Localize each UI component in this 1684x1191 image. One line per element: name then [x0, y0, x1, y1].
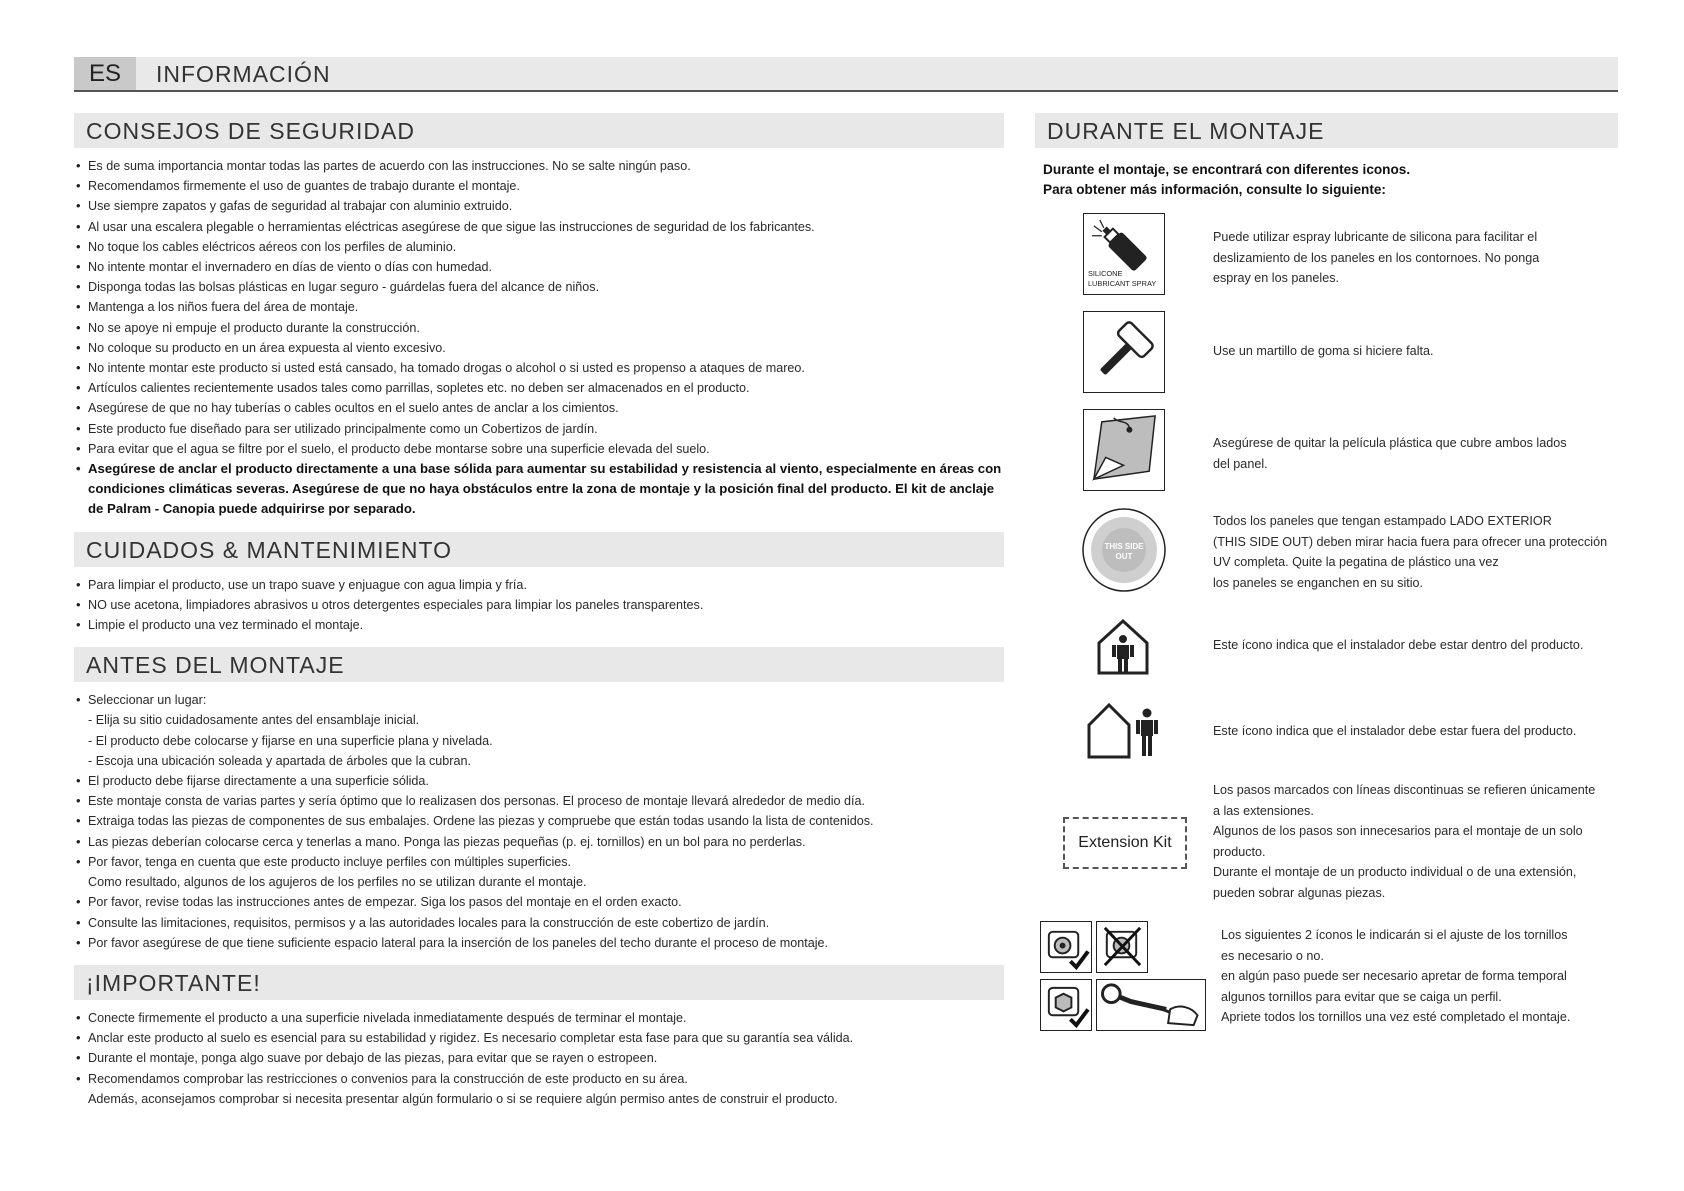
desc-line: UV completa. Quite la pegatina de plástico una vez: [1213, 555, 1499, 569]
list-item: • Asegúrese de que no hay tuberías o cables ocultos en el suelo antes de anclar a los cimientos.: [74, 398, 1004, 418]
desc-line: Durante el montaje de un producto individual o de una extensión,: [1213, 865, 1577, 879]
intro-line: Durante el montaje, se encontrará con diferentes iconos.: [1043, 162, 1411, 177]
desc-line: Los siguientes 2 íconos le indicarán si el ajuste de los tornillos: [1221, 928, 1568, 942]
desc-line: espray en los paneles.: [1213, 271, 1340, 285]
list-item: • No intente montar el invernadero en días de viento o días con humedad.: [74, 257, 1004, 277]
list-item: • El producto debe fijarse directamente a una superficie sólida.: [74, 771, 1004, 791]
list-item: • No se apoye ni empuje el producto durante la construcción.: [74, 318, 1004, 338]
list-item: • Recomendamos comprobar las restricciones o convenios para la construcción de este producto en su área.: [74, 1069, 1004, 1089]
list-item: • Recomendamos firmemente el uso de guantes de trabajo durante el montaje.: [74, 176, 1004, 196]
select-title: Seleccionar un lugar:: [88, 693, 207, 708]
during-intro: [1043, 160, 1618, 200]
sticker-description: [1213, 511, 1618, 593]
list-item: • Use siempre zapatos y gafas de seguridad al trabajar con aluminio extruido.: [74, 196, 1004, 216]
screw-tighten-check-icon: [1040, 921, 1092, 973]
sticker-label: THIS SIDE: [1104, 542, 1144, 551]
desc-line: Este ícono indica que el instalador debe estar fuera del producto.: [1213, 724, 1577, 738]
desc-line: Puede utilizar espray lubricante de silicona para facilitar el: [1213, 230, 1538, 244]
before-heading: ANTES DEL MONTAJE: [74, 647, 1004, 682]
list-item: • Limpie el producto una vez terminado el montaje.: [74, 615, 1004, 635]
desc-line: Asegúrese de quitar la película plástica que cubre ambos lados: [1213, 436, 1567, 450]
list-item: • Extraiga todas las piezas de componentes de sus embalajes. Ordene las piezas y compruebe que están todas usando la lista de contenidos.: [74, 811, 1004, 831]
plastic-film-icon: [1083, 409, 1165, 491]
list-item: • No coloque su producto en un área expuesta al viento excesivo.: [74, 338, 1004, 358]
language-code: ES: [74, 57, 136, 90]
left-column: [74, 113, 1004, 1115]
desc-line: Los pasos marcados con líneas discontinuas se refieren únicamente: [1213, 783, 1596, 797]
desc-line: Use un martillo de goma si hiciere falta.: [1213, 344, 1434, 358]
sticker-label: OUT: [1115, 552, 1133, 561]
right-column: [1035, 113, 1618, 1024]
rubber-hammer-icon: [1083, 311, 1165, 393]
extension-description: [1213, 780, 1618, 903]
important-list: [74, 1008, 1004, 1109]
sub-item: - El producto debe colocarse y fijarse en una superficie plana y nivelada.: [88, 733, 493, 748]
list-item: • Durante el montaje, ponga algo suave por debajo de las piezas, para evitar que se rayen o estropeen.: [74, 1048, 1004, 1068]
list-item: • Mantenga a los niños fuera del área de montaje.: [74, 297, 1004, 317]
wrench-icon: [1096, 979, 1206, 1031]
page-title: INFORMACIÓN: [156, 61, 331, 87]
outside-description: [1213, 721, 1618, 742]
list-note: Como resultado, algunos de los agujeros de los perfiles no se utilizan durante el montaje.: [88, 875, 587, 890]
safety-heading: CONSEJOS DE SEGURIDAD: [74, 113, 1004, 148]
installer-outside-icon: [1085, 701, 1165, 761]
during-heading: DURANTE EL MONTAJE: [1035, 113, 1618, 148]
list-note: Además, aconsejamos comprobar si necesita presentar algún formulario o si se requiere algún permiso antes de construir el producto.: [88, 1091, 838, 1106]
list-item: • Consulte las limitaciones, requisitos, permisos y a las autoridades locales para la construcción de este cobertizo de jardín.: [74, 913, 1004, 933]
list-item: • No toque los cables eléctricos aéreos con los perfiles de aluminio.: [74, 237, 1004, 257]
sub-item: - Escoja una ubicación soleada y apartada de árboles que la cubran.: [88, 753, 471, 768]
desc-line: a las extensiones.: [1213, 803, 1314, 818]
list-item: • Artículos calientes recientemente usados tales como parrillas, sopletes etc. no deben ser almacenados en el producto.: [74, 378, 1004, 398]
screw-description: [1221, 925, 1626, 1028]
desc-line: producto.: [1213, 844, 1266, 859]
silicone-description: [1213, 227, 1618, 289]
silicone-label: SILICONE: [1087, 269, 1123, 279]
list-item: • Por favor, revise todas las instrucciones antes de empezar. Siga los pasos del montaje en el orden exacto.: [74, 892, 1004, 912]
desc-line: Este ícono indica que el instalador debe estar dentro del producto.: [1213, 638, 1584, 652]
inside-description: [1213, 635, 1618, 656]
care-heading: CUIDADOS & MANTENIMIENTO: [74, 532, 1004, 567]
before-list: [74, 690, 1004, 953]
page-header: [74, 57, 1618, 92]
list-item: • Las piezas deberían colocarse cerca y tenerlas a mano. Ponga las piezas pequeñas (p. ej. tornillos) en un bol para no perderlas.: [74, 832, 1004, 852]
list-item: • NO use acetona, limpiadores abrasivos u otros detergentes especiales para limpiar los paneles transparentes.: [74, 595, 1004, 615]
list-item: • Para limpiar el producto, use un trapo suave y enjuague con agua limpia y fría.: [74, 575, 1004, 595]
desc-line: es necesario o no.: [1221, 948, 1324, 963]
desc-line: Algunos de los pasos son innecesarios para el montaje de un solo: [1213, 824, 1583, 838]
list-item: • Para evitar que el agua se filtre por el suelo, el producto debe montarse sobre una superficie elevada del suelo.: [74, 439, 1004, 459]
important-heading: ¡IMPORTANTE!: [74, 965, 1004, 1000]
silicone-spray-icon: [1083, 213, 1165, 295]
safety-list: [74, 156, 1004, 520]
list-item: • Conecte firmemente el producto a una superficie nivelada inmediatamente después de terminar el montaje.: [74, 1008, 1004, 1028]
screw-loose-cross-icon: [1096, 921, 1148, 973]
list-item: • Anclar este producto al suelo es esencial para su estabilidad y rigidez. Es necesario completar esta fase para que su garantía sea válida.: [74, 1028, 1004, 1048]
installer-inside-icon: [1095, 617, 1151, 677]
list-item: [74, 690, 1004, 771]
list-item: • Al usar una escalera plegable o herramientas eléctricas asegúrese de que sigue las instrucciones de seguridad de los fabricantes.: [74, 217, 1004, 237]
desc-line: (THIS SIDE OUT) deben mirar hacia fuera para ofrecer una protección: [1213, 534, 1608, 549]
care-list: [74, 575, 1004, 636]
extension-kit-label: Extension Kit: [1063, 817, 1187, 869]
desc-line: Apriete todos los tornillos una vez esté completado el montaje.: [1221, 1010, 1571, 1024]
film-description: [1213, 433, 1618, 474]
desc-line: Todos los paneles que tengan estampado LADO EXTERIOR: [1213, 514, 1552, 528]
silicone-label: LUBRICANT SPRAY: [1087, 279, 1157, 289]
list-item: • No intente montar este producto si usted está cansado, ha tomado drogas o alcohol o si usted es propenso a ataques de mareo.: [74, 358, 1004, 378]
list-item: • Por favor asegúrese de que tiene suficiente espacio lateral para la inserción de los paneles del techo durante el proceso de montaje.: [74, 933, 1004, 953]
list-item-bold: • Asegúrese de anclar el producto directamente a una base sólida para aumentar su estabilidad y resistencia al viento, especialmente en áreas con condiciones climáticas severas. Asegúrese de que no haya obstáculos entre la zona de montaje y la posición final del producto. El kit de anclaje de Palram - Canopia puede adquirirse por separado.: [74, 459, 1004, 520]
list-item: • Por favor, tenga en cuenta que este producto incluye perfiles con múltiples superficies.: [74, 852, 1004, 872]
list-item: • Disponga todas las bolsas plásticas en lugar seguro - guárdelas fuera del alcance de niños.: [74, 277, 1004, 297]
desc-line: pueden sobrar algunas piezas.: [1213, 885, 1386, 900]
hammer-description: [1213, 341, 1618, 362]
desc-line: algunos tornillos para evitar que se caiga un perfil.: [1221, 989, 1502, 1004]
sub-item: - Elija su sitio cuidadosamente antes del ensamblaje inicial.: [88, 713, 420, 728]
this-side-out-icon: [1081, 507, 1167, 593]
desc-line: del panel.: [1213, 456, 1268, 471]
intro-line: Para obtener más información, consulte lo siguiente:: [1043, 182, 1386, 197]
desc-line: los paneles se enganchen en su sitio.: [1213, 575, 1424, 590]
list-item: • Es de suma importancia montar todas las partes de acuerdo con las instrucciones. No se salte ningún paso.: [74, 156, 1004, 176]
desc-line: deslizamiento de los paneles en los contornoes. No ponga: [1213, 250, 1540, 265]
screw-temp-check-icon: [1040, 979, 1092, 1031]
list-item: • Este producto fue diseñado para ser utilizado principalmente como un Cobertizos de jardín.: [74, 419, 1004, 439]
list-item: • Este montaje consta de varias partes y sería óptimo que lo realizasen dos personas. El proceso de montaje llevará alrededor de medio día.: [74, 791, 1004, 811]
desc-line: en algún paso puede ser necesario apretar de forma temporal: [1221, 969, 1567, 983]
